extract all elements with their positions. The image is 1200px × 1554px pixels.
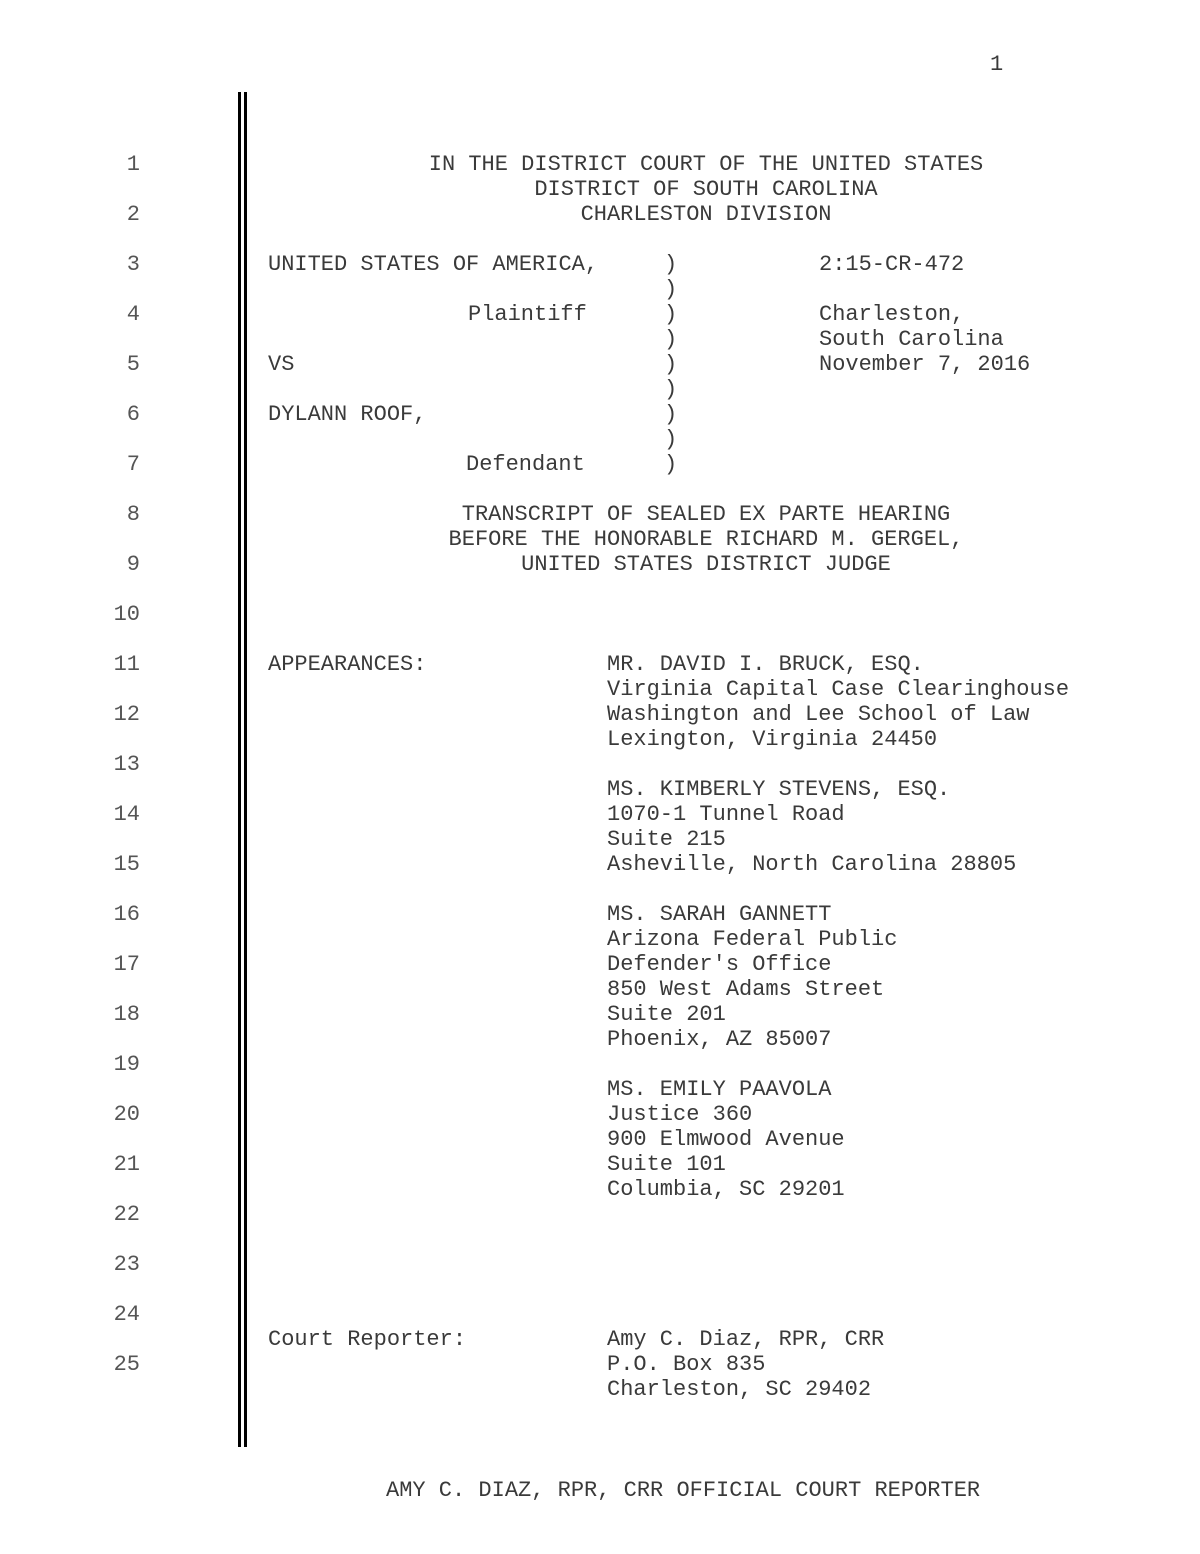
reporter-label: Court Reporter: — [268, 1327, 467, 1352]
location-city: Charleston, — [819, 302, 965, 327]
transcript-judge: BEFORE THE HONORABLE RICHARD M. GERGEL, — [448, 527, 964, 552]
line-number: 4 — [126, 302, 140, 327]
attorney-address-line: Phoenix, AZ 85007 — [607, 1027, 832, 1052]
caption-paren: ) — [664, 252, 678, 277]
attorney-address-line: Columbia, SC 29201 — [607, 1177, 845, 1202]
attorney-address-line: Lexington, Virginia 24450 — [607, 727, 938, 752]
caption-paren: ) — [664, 277, 678, 302]
line-number: 22 — [113, 1202, 140, 1227]
location-state: South Carolina — [819, 327, 1004, 352]
caption-paren: ) — [664, 452, 678, 477]
court-heading: IN THE DISTRICT COURT OF THE UNITED STATES — [428, 152, 984, 177]
attorney-name: MS. EMILY PAAVOLA — [607, 1077, 832, 1102]
caption-paren: ) — [664, 377, 678, 402]
line-number: 9 — [126, 552, 140, 577]
attorney-address-line: Suite 201 — [607, 1002, 726, 1027]
reporter-address-line: Charleston, SC 29402 — [607, 1377, 872, 1402]
line-number: 3 — [126, 252, 140, 277]
line-number: 23 — [113, 1252, 140, 1277]
attorney-name: MS. SARAH GANNETT — [607, 902, 832, 927]
defendant-name: DYLANN ROOF, — [268, 402, 427, 427]
caption-paren: ) — [664, 302, 678, 327]
plaintiff-name: UNITED STATES OF AMERICA, — [268, 252, 599, 277]
attorney-name: MS. KIMBERLY STEVENS, ESQ. — [607, 777, 951, 802]
line-number: 1 — [126, 152, 140, 177]
line-number: 15 — [113, 852, 140, 877]
attorney-address-line: Suite 215 — [607, 827, 726, 852]
attorney-name: MR. DAVID I. BRUCK, ESQ. — [607, 652, 924, 677]
page-footer: AMY C. DIAZ, RPR, CRR OFFICIAL COURT REPORTER — [386, 1478, 981, 1503]
attorney-address-line: 1070-1 Tunnel Road — [607, 802, 845, 827]
defendant-role: Defendant — [466, 452, 585, 477]
line-number: 17 — [113, 952, 140, 977]
line-number: 13 — [113, 752, 140, 777]
case-number: 2:15-CR-472 — [819, 252, 965, 277]
line-number: 5 — [126, 352, 140, 377]
attorney-address-line: 850 West Adams Street — [607, 977, 885, 1002]
reporter-address-line: P.O. Box 835 — [607, 1352, 766, 1377]
attorney-address-line: Virginia Capital Case Clearinghouse — [607, 677, 1070, 702]
page-number: 1 — [990, 52, 1004, 77]
caption-paren: ) — [664, 402, 678, 427]
line-number: 19 — [113, 1052, 140, 1077]
attorney-address-line: Asheville, North Carolina 28805 — [607, 852, 1017, 877]
line-number: 16 — [113, 902, 140, 927]
line-number: 12 — [113, 702, 140, 727]
margin-rule-right — [244, 92, 247, 1447]
line-number: 6 — [126, 402, 140, 427]
plaintiff-role: Plaintiff — [468, 302, 587, 327]
line-number: 8 — [126, 502, 140, 527]
caption-paren: ) — [664, 352, 678, 377]
line-number: 20 — [113, 1102, 140, 1127]
court-division: CHARLESTON DIVISION — [580, 202, 832, 227]
caption-paren: ) — [664, 327, 678, 352]
court-district: DISTRICT OF SOUTH CAROLINA — [534, 177, 878, 202]
margin-rule-left — [238, 92, 241, 1447]
line-number: 11 — [113, 652, 140, 677]
caption-paren: ) — [664, 427, 678, 452]
transcript-judge-title: UNITED STATES DISTRICT JUDGE — [521, 552, 891, 577]
line-number: 24 — [113, 1302, 140, 1327]
line-number: 10 — [113, 602, 140, 627]
line-number: 21 — [113, 1152, 140, 1177]
attorney-address-line: Washington and Lee School of Law — [607, 702, 1030, 727]
attorney-address-line: Justice 360 — [607, 1102, 753, 1127]
versus: VS — [268, 352, 295, 377]
attorney-address-line: Defender's Office — [607, 952, 832, 977]
attorney-address-line: 900 Elmwood Avenue — [607, 1127, 845, 1152]
line-number: 25 — [113, 1352, 140, 1377]
attorney-address-line: Arizona Federal Public — [607, 927, 898, 952]
attorney-address-line: Suite 101 — [607, 1152, 726, 1177]
appearances-label: APPEARANCES: — [268, 652, 427, 677]
line-number: 2 — [126, 202, 140, 227]
reporter-name: Amy C. Diaz, RPR, CRR — [607, 1327, 885, 1352]
line-number: 14 — [113, 802, 140, 827]
line-number: 7 — [126, 452, 140, 477]
line-number: 18 — [113, 1002, 140, 1027]
transcript-title: TRANSCRIPT OF SEALED EX PARTE HEARING — [461, 502, 951, 527]
hearing-date: November 7, 2016 — [819, 352, 1031, 377]
